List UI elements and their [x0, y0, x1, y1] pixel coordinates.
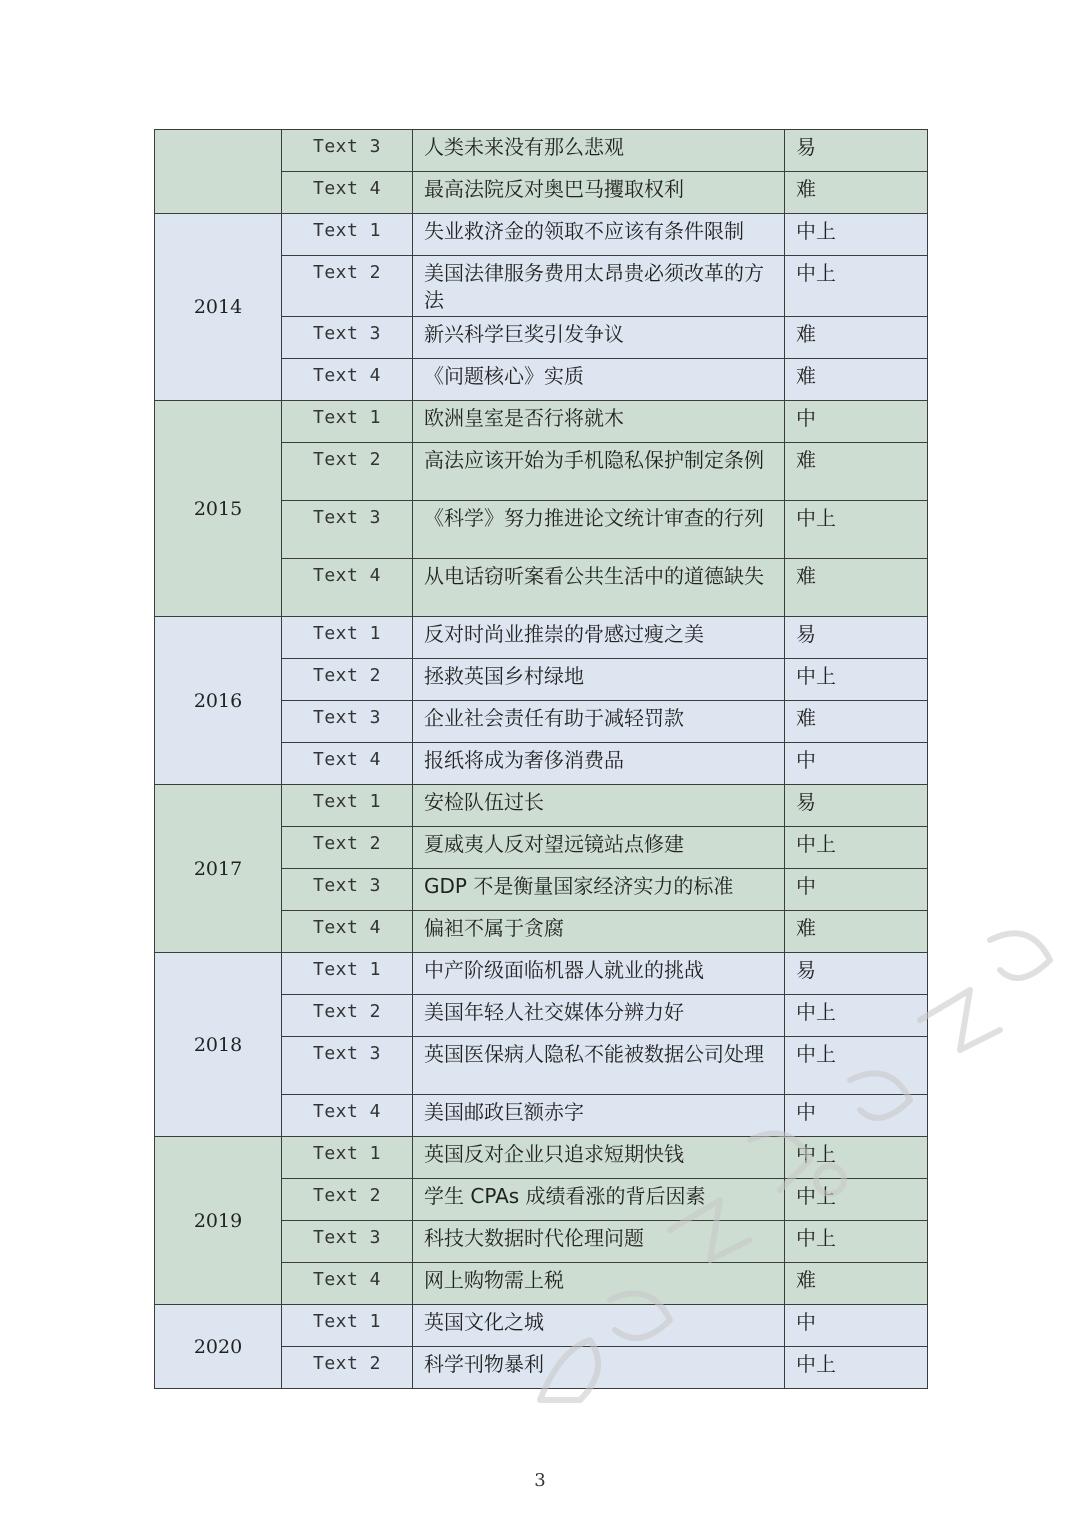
diff-cell: 难 — [785, 359, 928, 401]
diff-cell: 难 — [785, 559, 928, 617]
diff-cell: 中上 — [785, 1221, 928, 1263]
year-cell: 2014 — [155, 214, 282, 401]
title-cell: 最高法院反对奥巴马攫取权利 — [413, 172, 785, 214]
table-row — [155, 1137, 928, 1179]
text-cell: Text 1 — [282, 785, 413, 827]
text-cell: Text 4 — [282, 1263, 413, 1305]
title-cell: 《科学》努力推进论文统计审查的行列 — [413, 501, 785, 559]
text-cell: Text 1 — [282, 214, 413, 256]
diff-cell: 中 — [785, 1305, 928, 1347]
text-cell: Text 1 — [282, 401, 413, 443]
title-cell: 高法应该开始为手机隐私保护制定条例 — [413, 443, 785, 501]
title-cell: 失业救济金的领取不应该有条件限制 — [413, 214, 785, 256]
title-cell: 《问题核心》实质 — [413, 359, 785, 401]
diff-cell: 难 — [785, 701, 928, 743]
diff-cell: 中 — [785, 1095, 928, 1137]
text-cell: Text 4 — [282, 1095, 413, 1137]
text-cell: Text 4 — [282, 559, 413, 617]
diff-cell: 中上 — [785, 659, 928, 701]
diff-cell: 中上 — [785, 1037, 928, 1095]
year-cell: 2020 — [155, 1305, 282, 1389]
title-cell: 欧洲皇室是否行将就木 — [413, 401, 785, 443]
title-cell: 学生 CPAs 成绩看涨的背后因素 — [413, 1179, 785, 1221]
difficulty-table — [154, 129, 928, 1389]
text-cell: Text 3 — [282, 869, 413, 911]
diff-cell: 难 — [785, 1263, 928, 1305]
year-cell: 2015 — [155, 401, 282, 617]
year-cell — [155, 130, 282, 214]
title-cell: 新兴科学巨奖引发争议 — [413, 317, 785, 359]
diff-cell: 中 — [785, 401, 928, 443]
year-cell: 2017 — [155, 785, 282, 953]
text-cell: Text 4 — [282, 172, 413, 214]
table-row — [155, 1305, 928, 1347]
text-cell: Text 2 — [282, 443, 413, 501]
diff-cell: 中上 — [785, 995, 928, 1037]
title-cell: 科技大数据时代伦理问题 — [413, 1221, 785, 1263]
text-cell: Text 3 — [282, 1037, 413, 1095]
title-cell: GDP 不是衡量国家经济实力的标准 — [413, 869, 785, 911]
text-cell: Text 2 — [282, 256, 413, 317]
diff-cell: 中上 — [785, 1347, 928, 1389]
table-row — [155, 785, 928, 827]
title-cell: 英国文化之城 — [413, 1305, 785, 1347]
text-cell: Text 1 — [282, 617, 413, 659]
page-number: 3 — [534, 1470, 546, 1491]
title-cell: 英国反对企业只追求短期快钱 — [413, 1137, 785, 1179]
text-cell: Text 3 — [282, 1221, 413, 1263]
title-cell: 美国年轻人社交媒体分辨力好 — [413, 995, 785, 1037]
text-cell: Text 4 — [282, 911, 413, 953]
diff-cell: 易 — [785, 130, 928, 172]
text-cell: Text 4 — [282, 359, 413, 401]
diff-cell: 易 — [785, 953, 928, 995]
title-cell: 企业社会责任有助于减轻罚款 — [413, 701, 785, 743]
text-cell: Text 3 — [282, 317, 413, 359]
diff-cell: 中 — [785, 869, 928, 911]
diff-cell: 易 — [785, 617, 928, 659]
title-cell: 中产阶级面临机器人就业的挑战 — [413, 953, 785, 995]
text-cell: Text 3 — [282, 701, 413, 743]
text-cell: Text 3 — [282, 501, 413, 559]
diff-cell: 难 — [785, 443, 928, 501]
text-cell: Text 2 — [282, 827, 413, 869]
title-cell: 英国医保病人隐私不能被数据公司处理 — [413, 1037, 785, 1095]
title-cell: 美国邮政巨额赤字 — [413, 1095, 785, 1137]
diff-cell: 中上 — [785, 1137, 928, 1179]
year-cell: 2018 — [155, 953, 282, 1137]
title-cell: 报纸将成为奢侈消费品 — [413, 743, 785, 785]
text-cell: Text 3 — [282, 130, 413, 172]
diff-cell: 难 — [785, 911, 928, 953]
title-cell: 夏威夷人反对望远镜站点修建 — [413, 827, 785, 869]
text-cell: Text 4 — [282, 743, 413, 785]
table-body — [155, 130, 928, 1389]
title-cell: 反对时尚业推崇的骨感过瘦之美 — [413, 617, 785, 659]
title-cell: 安检队伍过长 — [413, 785, 785, 827]
title-cell: 从电话窃听案看公共生活中的道德缺失 — [413, 559, 785, 617]
title-cell: 人类未来没有那么悲观 — [413, 130, 785, 172]
title-cell: 美国法律服务费用太昂贵必须改革的方法 — [413, 256, 785, 317]
text-cell: Text 2 — [282, 995, 413, 1037]
title-cell: 拯救英国乡村绿地 — [413, 659, 785, 701]
diff-cell: 中 — [785, 743, 928, 785]
text-cell: Text 2 — [282, 659, 413, 701]
diff-cell: 中上 — [785, 256, 928, 317]
table-row — [155, 953, 928, 995]
table-row — [155, 130, 928, 172]
text-cell: Text 1 — [282, 953, 413, 995]
diff-cell: 中上 — [785, 827, 928, 869]
diff-cell: 易 — [785, 785, 928, 827]
title-cell: 偏袒不属于贪腐 — [413, 911, 785, 953]
diff-cell: 难 — [785, 317, 928, 359]
year-cell: 2019 — [155, 1137, 282, 1305]
diff-cell: 中上 — [785, 501, 928, 559]
diff-cell: 中上 — [785, 1179, 928, 1221]
title-cell: 网上购物需上税 — [413, 1263, 785, 1305]
text-cell: Text 2 — [282, 1347, 413, 1389]
year-cell: 2016 — [155, 617, 282, 785]
table-row — [155, 617, 928, 659]
text-cell: Text 1 — [282, 1137, 413, 1179]
diff-cell: 难 — [785, 172, 928, 214]
text-cell: Text 2 — [282, 1179, 413, 1221]
table-row — [155, 214, 928, 256]
text-cell: Text 1 — [282, 1305, 413, 1347]
title-cell: 科学刊物暴利 — [413, 1347, 785, 1389]
table-row — [155, 401, 928, 443]
diff-cell: 中上 — [785, 214, 928, 256]
